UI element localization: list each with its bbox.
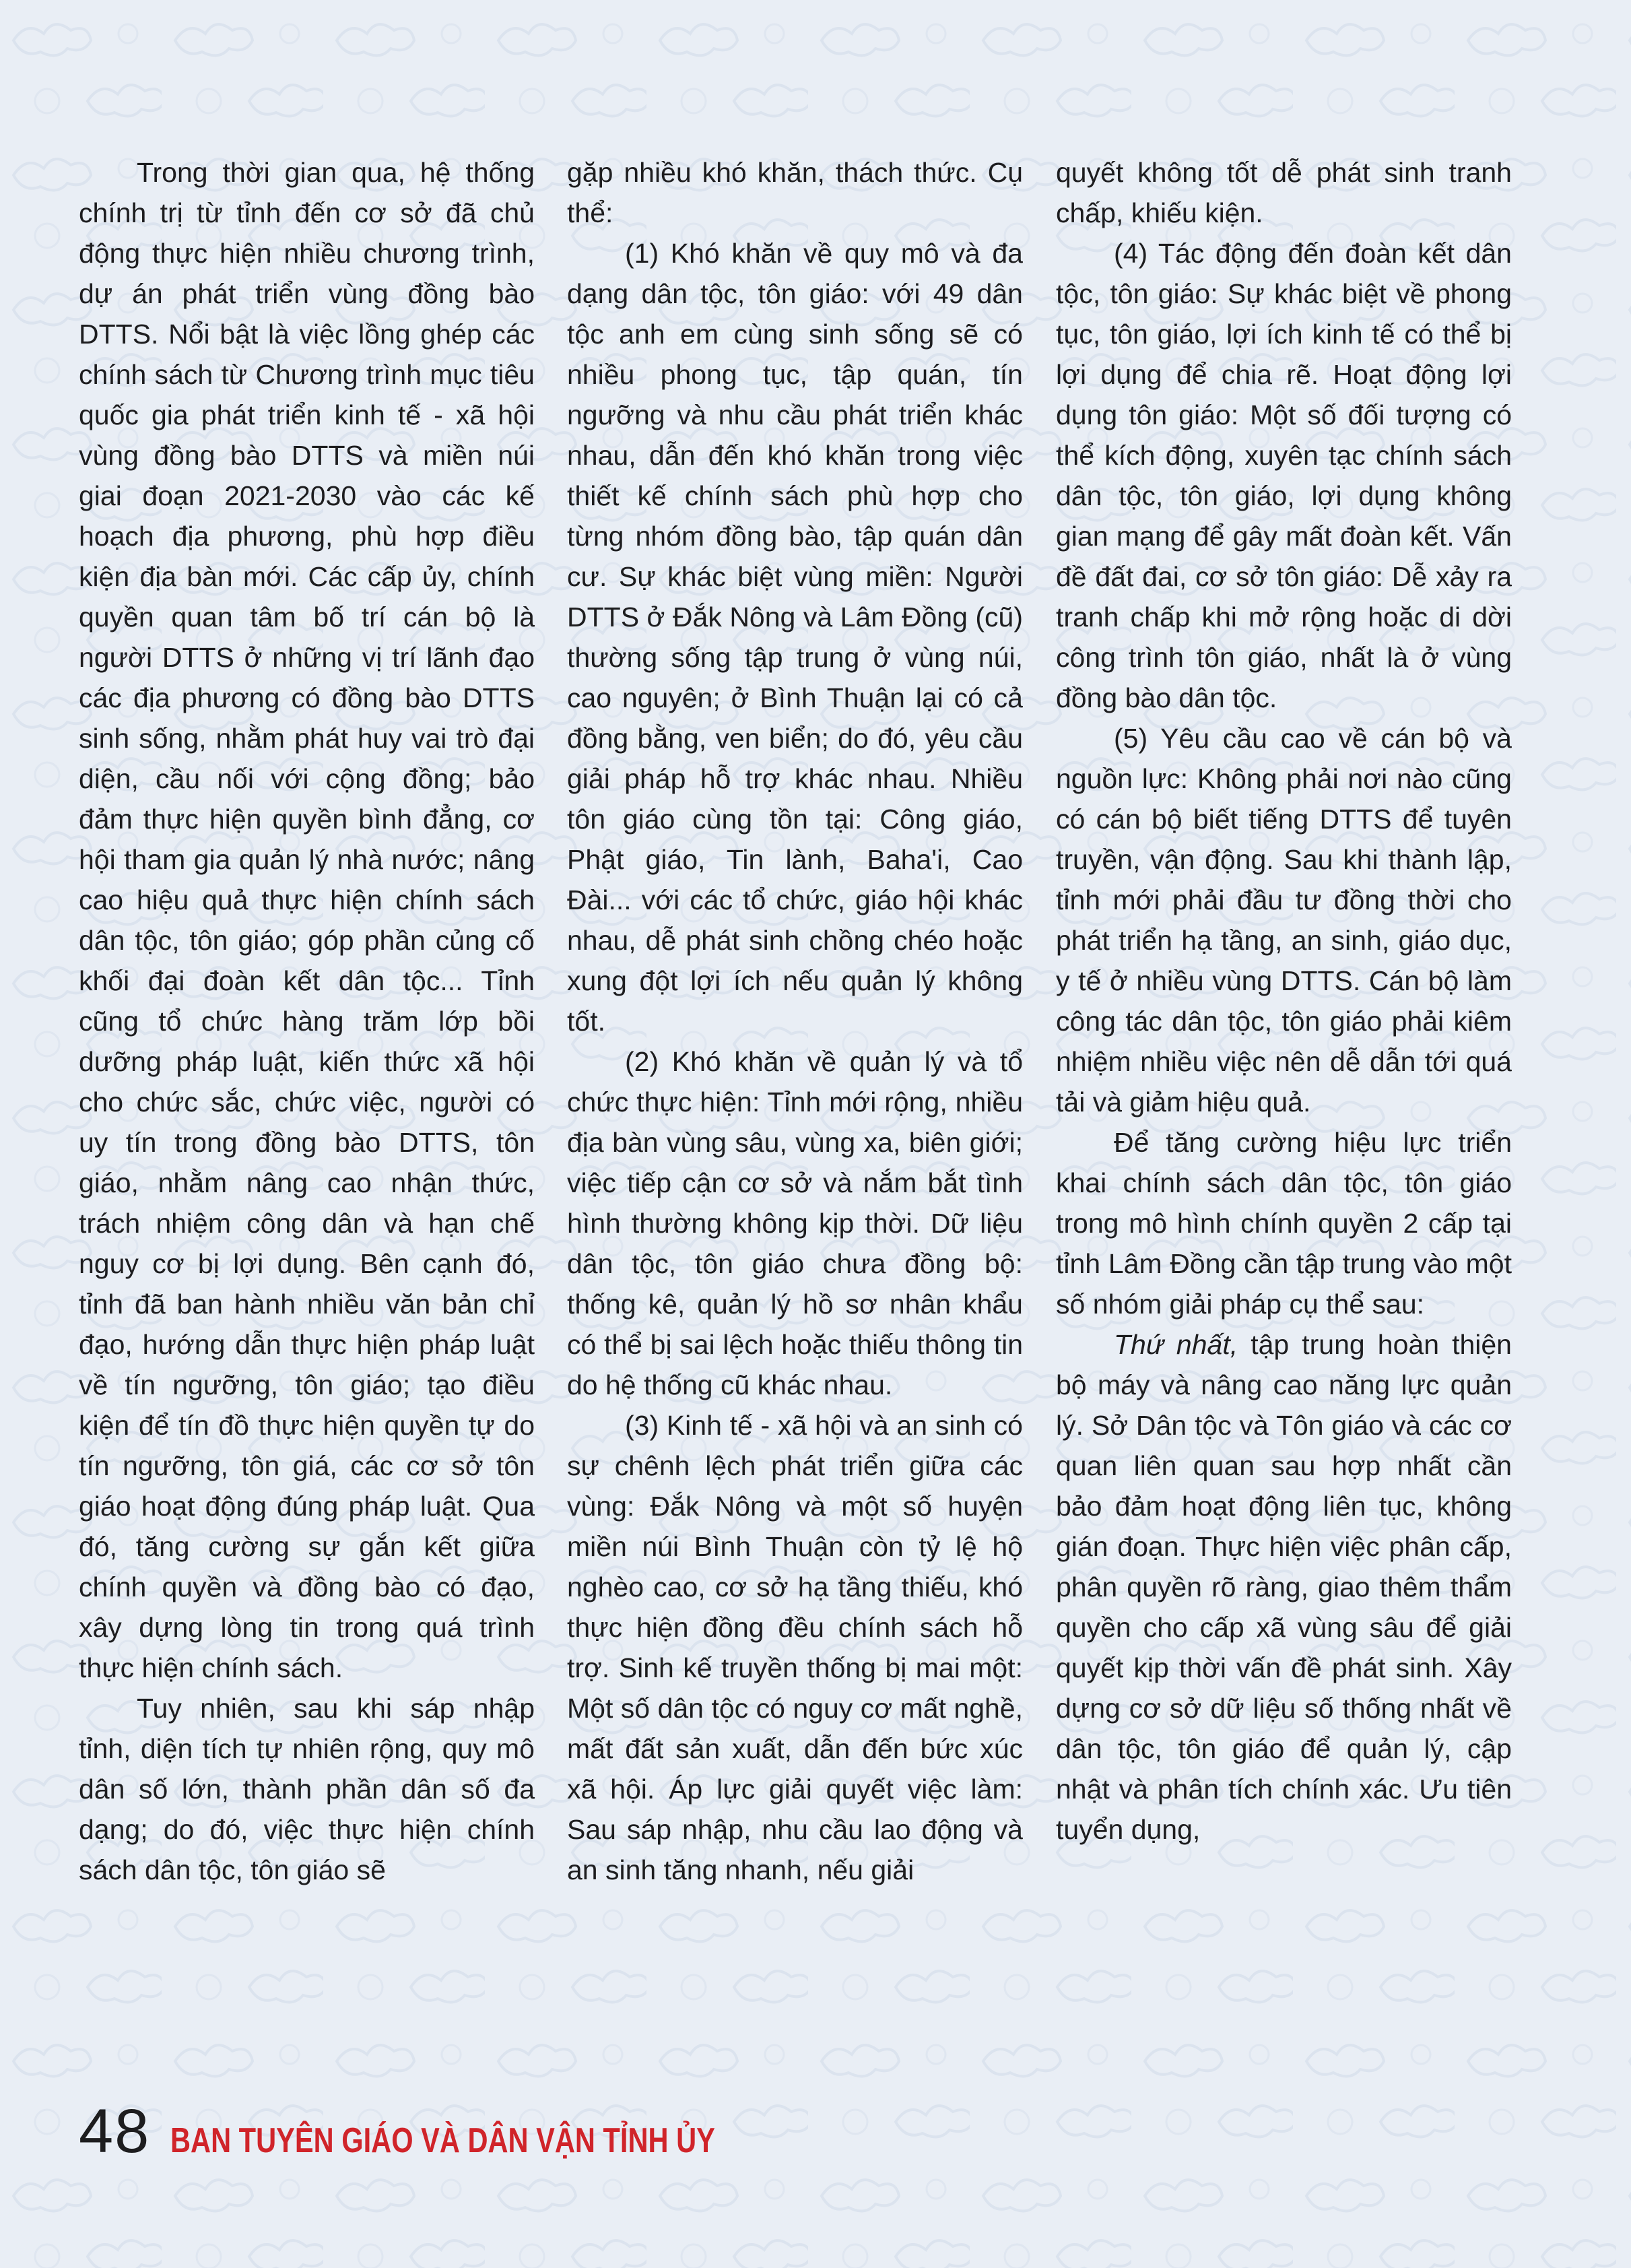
paragraph: (4) Tác động đến đoàn kết dân tộc, tôn giáo: Sự khác biệt về phong tục, tôn giáo, lợi ích kinh tế có thể bị lợi dụng để chia rẽ. Hoạt động lợi dụng tôn giáo: Một số đối tượng có thể kích động, xuyên tạc chính sách dân tộc, tôn giáo, lợi dụng không gian mạng để gây mất đoàn kết. Vấn đề đất đai, cơ sở tôn giáo: Dễ xảy ra tranh chấp khi mở rộng hoặc di dời công trình tôn giáo, nhất là ở vùng đồng bào dân tộc.: [1056, 238, 1512, 713]
article-body: [79, 152, 1512, 2072]
paragraph-text: tập trung hoàn thiện bộ máy và nâng cao năng lực quản lý. Sở Dân tộc và Tôn giáo và các cơ quan liên quan sau hợp nhất cần bảo đảm hoạt động liên tục, không gián đoạn. Thực hiện việc phân cấp, phân quyền rõ ràng, giao thêm thẩm quyền cho cấp xã vùng sâu để giải quyết kịp thời vấn đề phát sinh. Xây dựng cơ sở dữ liệu số thống nhất về dân tộc, tôn giáo để quản lý, cập nhật và phân tích chính xác. Ưu tiên tuyển dụng,: [1056, 1329, 1512, 1845]
lead-italic: Thứ nhất,: [1114, 1329, 1238, 1360]
column-2: [567, 152, 1023, 1890]
paragraph: Tuy nhiên, sau khi sáp nhập tỉnh, diện tích tự nhiên rộng, quy mô dân số lớn, thành phần dân số đa dạng; do đó, việc thực hiện chính sách dân tộc, tôn giáo sẽ: [79, 1693, 535, 1885]
page-footer: [79, 2097, 852, 2166]
column-1: [79, 152, 535, 1890]
paragraph: gặp nhiều khó khăn, thách thức. Cụ thể:: [567, 157, 1023, 228]
publisher-name: BAN TUYÊN GIÁO VÀ DÂN VẬN TỈNH ỦY: [170, 2121, 716, 2160]
paragraph-with-lead: [1056, 1324, 1512, 1850]
column-3: [1056, 152, 1512, 1850]
paragraph: Để tăng cường hiệu lực triển khai chính sách dân tộc, tôn giáo trong mô hình chính quyền 2 cấp tại tỉnh Lâm Đồng cần tập trung vào một số nhóm giải pháp cụ thể sau:: [1056, 1127, 1512, 1320]
paragraph: (1) Khó khăn về quy mô và đa dạng dân tộc, tôn giáo: với 49 dân tộc anh em cùng sinh sống sẽ có nhiều phong tục, tập quán, tín ngưỡng và nhu cầu phát triển khác nhau, dẫn đến khó khăn trong việc thiết kế chính sách phù hợp cho từng nhóm đồng bào, tập quán dân cư. Sự khác biệt vùng miền: Người DTTS ở Đắk Nông và Lâm Đồng (cũ) thường sống tập trung ở vùng núi, cao nguyên; ở Bình Thuận lại có cả đồng bằng, ven biển; do đó, yêu cầu giải pháp hỗ trợ khác nhau. Nhiều tôn giáo cùng tồn tại: Công giáo, Phật giáo, Tin lành, Baha'i, Cao Đài... với các tổ chức, giáo hội khác nhau, dễ phát sinh chồng chéo hoặc xung đột lợi ích nếu quản lý không tốt.: [567, 238, 1023, 1037]
paragraph: quyết không tốt dễ phát sinh tranh chấp, khiếu kiện.: [1056, 157, 1512, 228]
page-number: 48: [79, 2097, 151, 2166]
paragraph: (5) Yêu cầu cao về cán bộ và nguồn lực: Không phải nơi nào cũng có cán bộ biết tiếng DTTS để tuyên truyền, vận động. Sau khi thành lập, tỉnh mới phải đầu tư đồng thời cho phát triển hạ tầng, an sinh, giáo dục, y tế ở nhiều vùng DTTS. Cán bộ làm công tác dân tộc, tôn giáo phải kiêm nhiệm nhiều việc nên dễ dẫn tới quá tải và giảm hiệu quả.: [1056, 723, 1512, 1117]
paragraph: (3) Kinh tế - xã hội và an sinh có sự chênh lệch phát triển giữa các vùng: Đắk Nông và một số huyện miền núi Bình Thuận còn tỷ lệ hộ nghèo cao, cơ sở hạ tầng thiếu, khó thực hiện đồng đều chính sách hỗ trợ. Sinh kế truyền thống bị mai một: Một số dân tộc có nguy cơ mất nghề, mất đất sản xuất, dẫn đến bức xúc xã hội. Áp lực giải quyết việc làm: Sau sáp nhập, nhu cầu lao động và an sinh tăng nhanh, nếu giải: [567, 1410, 1023, 1885]
paragraph: Trong thời gian qua, hệ thống chính trị từ tỉnh đến cơ sở đã chủ động thực hiện nhiều chương trình, dự án phát triển vùng đồng bào DTTS. Nổi bật là việc lồng ghép các chính sách từ Chương trình mục tiêu quốc gia phát triển kinh tế - xã hội vùng đồng bào DTTS và miền núi giai đoạn 2021-2030 vào các kế hoạch địa phương, phù hợp điều kiện địa bàn mới. Các cấp ủy, chính quyền quan tâm bố trí cán bộ là người DTTS ở những vị trí lãnh đạo các địa phương có đồng bào DTTS sinh sống, nhằm phát huy vai trò đại diện, cầu nối với cộng đồng; bảo đảm thực hiện quyền bình đẳng, cơ hội tham gia quản lý nhà nước; nâng cao hiệu quả thực hiện chính sách dân tộc, tôn giáo; góp phần củng cố khối đại đoàn kết dân tộc... Tỉnh cũng tổ chức hàng trăm lớp bồi dưỡng pháp luật, kiến thức xã hội cho chức sắc, chức việc, người có uy tín trong đồng bào DTTS, tôn giáo, nhằm nâng cao nhận thức, trách nhiệm công dân và hạn chế nguy cơ bị lợi dụng. Bên cạnh đó, tỉnh đã ban hành nhiều văn bản chỉ đạo, hướng dẫn thực hiện pháp luật về tín ngưỡng, tôn giáo; tạo điều kiện để tín đồ thực hiện quyền tự do tín ngưỡng, tôn giá, các cơ sở tôn giáo hoạt động đúng pháp luật. Qua đó, tăng cường sự gắn kết giữa chính quyền và đồng bào có đạo, xây dựng lòng tin trong quá trình thực hiện chính sách.: [79, 157, 535, 1683]
paragraph: (2) Khó khăn về quản lý và tổ chức thực hiện: Tỉnh mới rộng, nhiều địa bàn vùng sâu, vùng xa, biên giới; việc tiếp cận cơ sở và nắm bắt tình hình thường không kịp thời. Dữ liệu dân tộc, tôn giáo chưa đồng bộ: thống kê, quản lý hồ sơ nhân khẩu có thể bị sai lệch hoặc thiếu thông tin do hệ thống cũ khác nhau.: [567, 1046, 1023, 1400]
